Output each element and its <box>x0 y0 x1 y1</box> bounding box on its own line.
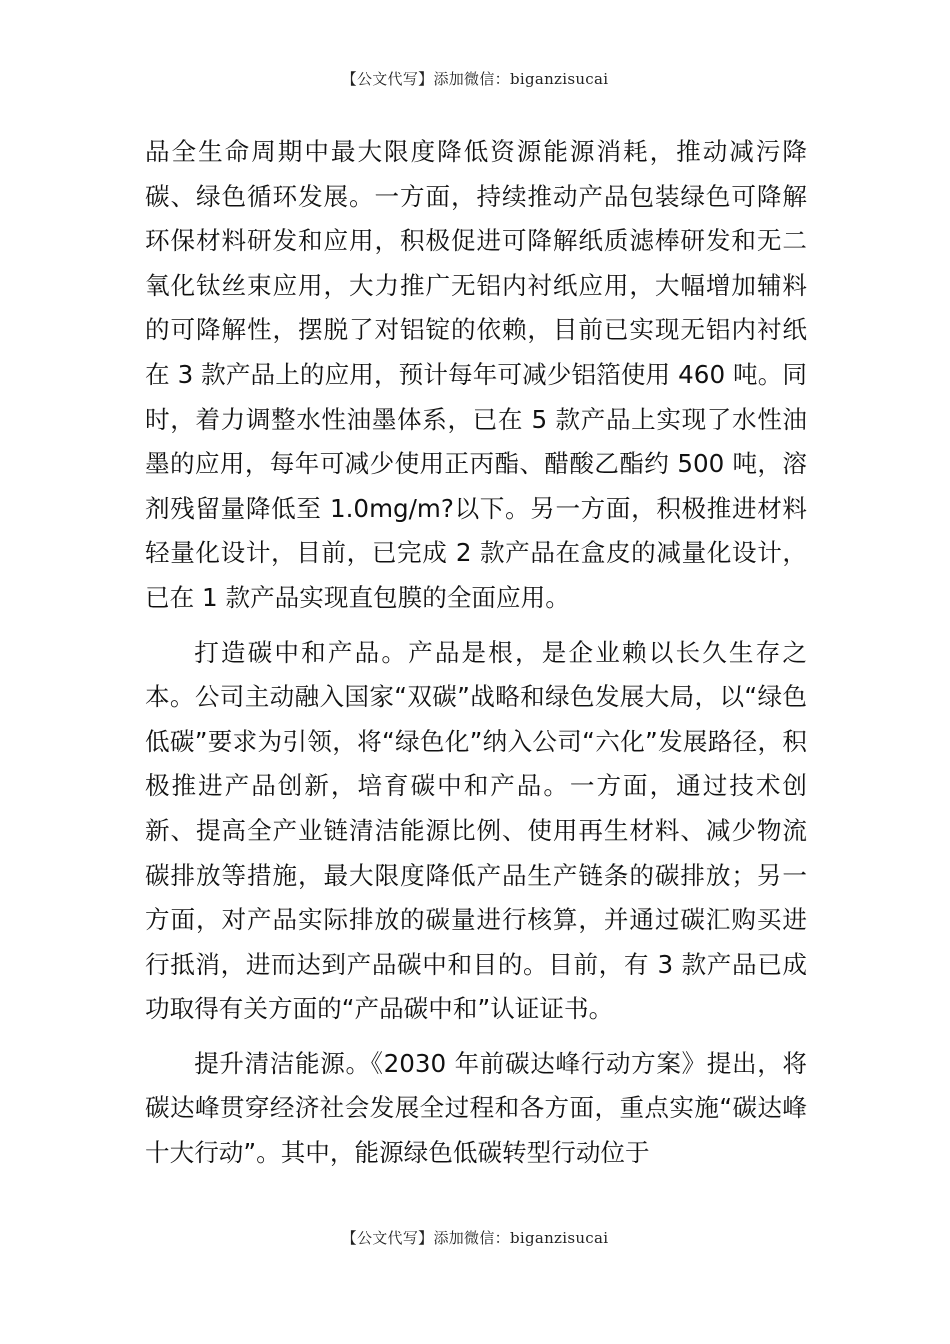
page-header: 【公文代写】添加微信：biganzisucai <box>341 70 609 88</box>
page-footer: 【公文代写】添加微信：biganzisucai <box>341 1229 609 1247</box>
document-body <box>145 130 807 1186</box>
paragraph-1: 品全生命周期中最大限度降低资源能源消耗，推动减污降碳、绿色循环发展。一方面，持续推动产品包装绿色可降解环保材料研发和应用，积极促进可降解纸质滤棒研发和无二氧化钛丝束应用，大力推广无铝内衬纸应用，大幅增加辅料的可降解性，摆脱了对铝锭的依赖，目前已实现无铝内衬纸在 3 款产品上的应用，预计每年可减少铝箔使用 460 吨。同时，着力调整水性油墨体系，已在 5 款产品上实现了水性油墨的应用，每年可减少使用正丙酯、醋酸乙酯约 500 吨，溶剂残留量降低至 1.0mg/m?以下。另一方面，积极推进材料轻量化设计，目前，已完成 2 款产品在盒皮的减量化设计，已在 1 款产品实现直包膜的全面应用。 <box>145 137 807 612</box>
paragraph-2: 打造碳中和产品。产品是根，是企业赖以长久生存之本。公司主动融入国家“双碳”战略和绿色发展大局，以“绿色低碳”要求为引领，将“绿色化”纳入公司“六化”发展路径，积极推进产品创新，培育碳中和产品。一方面，通过技术创新、提高全产业链清洁能源比例、使用再生材料、减少物流碳排放等措施，最大限度降低产品生产链条的碳排放；另一方面，对产品实际排放的碳量进行核算，并通过碳汇购买进行抵消，进而达到产品碳中和目的。目前，有 3 款产品已成功取得有关方面的“产品碳中和”认证证书。 <box>145 637 807 1024</box>
paragraph-3: 提升清洁能源。《2030 年前碳达峰行动方案》提出，将碳达峰贯穿经济社会发展全过程和各方面，重点实施“碳达峰十大行动”。其中，能源绿色低碳转型行动位于 <box>145 1048 807 1168</box>
